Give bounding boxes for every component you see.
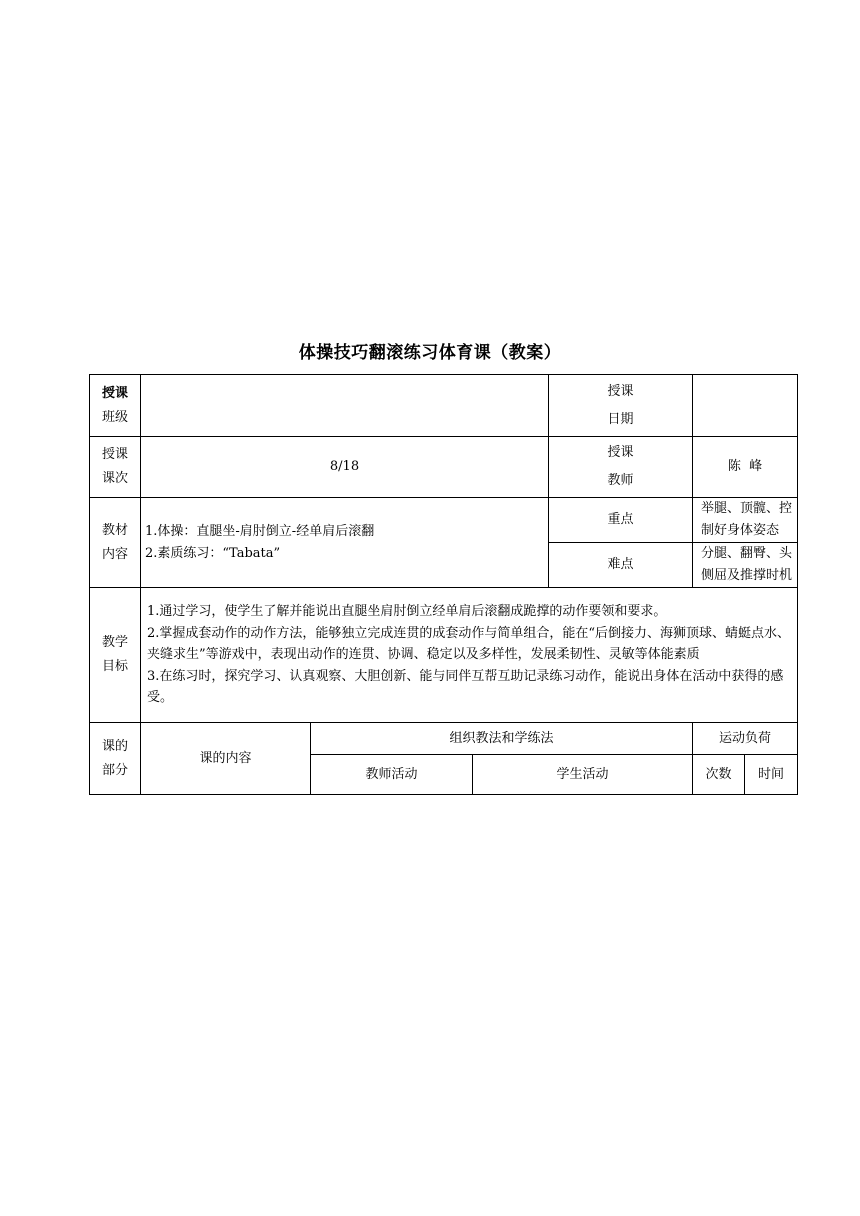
part-label-line1: 课的 [101, 738, 128, 754]
load-header: 运动负荷 [693, 723, 798, 755]
content-label-line1: 教材 [101, 522, 128, 538]
content-header: 课的内容 [141, 723, 311, 795]
goals-label-cell [90, 588, 141, 723]
student-activity-header: 学生活动 [473, 755, 693, 795]
difficulty-label: 难点 [549, 543, 693, 588]
row-session-teacher [90, 437, 798, 498]
class-label-line2: 班级 [101, 409, 128, 425]
date-label-cell [549, 375, 693, 437]
document-title: 体操技巧翻滚练习体育课（教案） [298, 343, 562, 363]
class-value [141, 375, 549, 437]
difficulty-value: 分腿、翻臀、头侧屈及推撑时机 [693, 543, 798, 588]
row-content-key [90, 498, 798, 543]
goals-label-line1: 教学 [101, 635, 128, 650]
part-label-cell [90, 723, 141, 795]
row-class-date [90, 375, 798, 437]
method-header: 组织教法和学练法 [311, 723, 693, 755]
goal-item-2: 2.掌握成套动作的动作方法，能够独立完成连贯的成套动作与简单组合，能在“后倒接力、海狮顶球、蜻蜓点水、夹缝求生”等游戏中，表现出动作的连贯、协调、稳定以及多样性，发展柔韧性、灵敏等体能素质 [147, 625, 791, 663]
teacher-value: 陈 峰 [693, 437, 798, 498]
goals-cell [141, 588, 798, 723]
key-value: 举腿、顶髋、控制好身体姿态 [693, 498, 798, 543]
lesson-plan-table [89, 374, 798, 795]
class-label-line1: 授课 [101, 385, 128, 401]
goal-item-1: 1.通过学习，使学生了解并能说出直腿坐肩肘倒立经单肩后滚翻成跪撑的动作要领和要求。 [147, 604, 667, 620]
key-label: 重点 [549, 498, 693, 543]
goals-label-line2: 目标 [101, 659, 128, 674]
content-label-cell [90, 498, 141, 588]
session-label-line1: 授课 [101, 447, 128, 462]
date-label-line1: 授课 [607, 383, 634, 399]
count-header: 次数 [693, 755, 745, 795]
date-label-line2: 日期 [607, 411, 634, 427]
content-line-1: 1.体操：直腿坐-肩肘倒立-经单肩后滚翻 [145, 523, 375, 539]
teacher-activity-header: 教师活动 [311, 755, 473, 795]
row-goals [90, 588, 798, 723]
session-label-line2: 课次 [101, 471, 128, 486]
teacher-label-cell [549, 437, 693, 498]
date-value [693, 375, 798, 437]
content-label-line2: 内容 [101, 546, 128, 562]
teacher-label-line2: 教师 [607, 473, 634, 488]
part-label-line2: 部分 [101, 762, 128, 778]
session-label-cell [90, 437, 141, 498]
goal-item-3: 3.在练习时，探究学习、认真观察、大胆创新、能与同伴互帮互助记录练习动作，能说出身体在活动中获得的感受。 [147, 668, 784, 706]
row-schedule-header [90, 723, 798, 755]
session-value: 8/18 [141, 437, 549, 498]
content-line-2: 2.素质练习：“Tabata” [145, 545, 281, 561]
class-label-cell [90, 375, 141, 437]
teacher-label-line1: 授课 [607, 445, 634, 460]
time-header: 时间 [745, 755, 798, 795]
content-cell [141, 498, 549, 588]
